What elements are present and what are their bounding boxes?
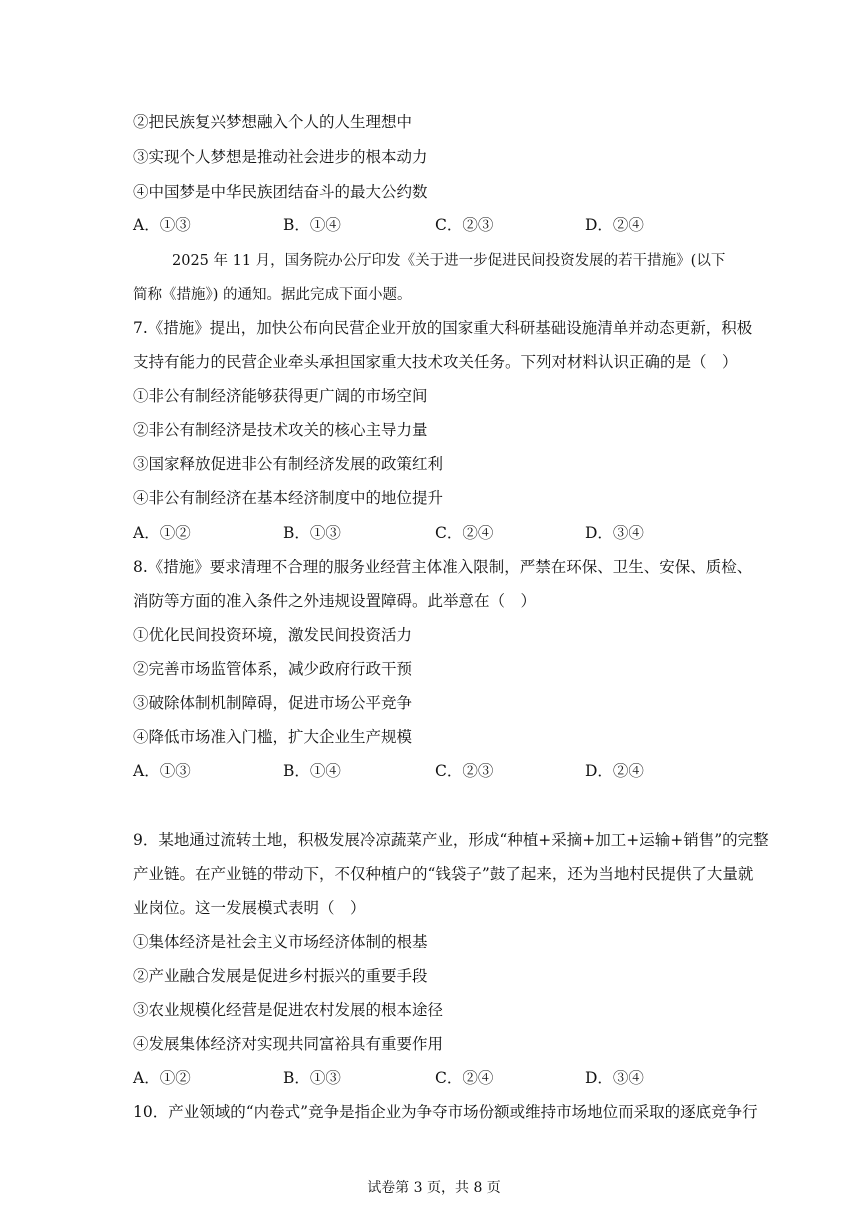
q9-option-c: C．②④ [435, 1069, 494, 1087]
q7-stem-line2: 支持有能力的民营企业牵头承担国家重大技术攻关任务。下列对材料认识正确的是（ ） [133, 353, 738, 371]
q9-options [133, 1068, 693, 1088]
q9-statement-3: ③农业规模化经营是促进农村发展的根本途径 [133, 1001, 444, 1019]
q7-stem-line1: 7.《措施》提出，加快公布向民营企业开放的国家重大科研基础设施清单并动态更新，积极 [133, 319, 753, 337]
option-c: C．②③ [435, 216, 494, 234]
q7-option-c: C．②④ [435, 524, 494, 542]
q8-stem-line2: 消防等方面的准入条件之外违规设置障碍。此举意在（ ） [133, 592, 537, 610]
q7-options [133, 523, 693, 543]
q7-statement-1: ①非公有制经济能够获得更广阔的市场空间 [133, 387, 428, 405]
q7-statement-3: ③国家释放促进非公有制经济发展的政策红利 [133, 455, 444, 473]
q7-option-a: A．①② [133, 524, 191, 542]
q8-statement-3: ③破除体制机制障碍，促进市场公平竞争 [133, 694, 413, 712]
q9-option-b: B．①③ [283, 1069, 341, 1087]
q7-option-b: B．①③ [283, 524, 341, 542]
q10-stem-line1: 10．产业领域的“内卷式”竞争是指企业为争夺市场份额或维持市场地位而采取的逐底竞争行 [133, 1103, 758, 1121]
page-footer: 试卷第 3 页，共 8 页 [367, 1180, 501, 1196]
option-d: D．②④ [585, 216, 644, 234]
statement-4: ④中国梦是中华民族团结奋斗的最大公约数 [133, 183, 428, 201]
q9-stem-line3: 业岗位。这一发展模式表明（ ） [133, 899, 366, 917]
material-intro-line1: 2025 年 11 月，国务院办公厅印发《关于进一步促进民间投资发展的若干措施》(以下 [172, 253, 726, 269]
q7-option-d: D．③④ [585, 524, 644, 542]
q8-option-b: B．①④ [283, 762, 341, 780]
q8-statement-1: ①优化民间投资环境，激发民间投资活力 [133, 626, 413, 644]
q8-statement-4: ④降低市场准入门槛，扩大企业生产规模 [133, 728, 413, 746]
q8-option-d: D．②④ [585, 762, 644, 780]
q7-statement-4: ④非公有制经济在基本经济制度中的地位提升 [133, 489, 444, 507]
q9-option-d: D．③④ [585, 1069, 644, 1087]
q7-statement-2: ②非公有制经济是技术攻关的核心主导力量 [133, 421, 428, 439]
q8-options [133, 761, 693, 781]
q8-option-a: A．①③ [133, 762, 191, 780]
q8-stem-line1: 8.《措施》要求清理不合理的服务业经营主体准入限制，严禁在环保、卫生、安保、质检、 [133, 558, 753, 576]
option-a: A．①③ [133, 216, 191, 234]
q8-statement-2: ②完善市场监管体系，减少政府行政干预 [133, 660, 413, 678]
statement-2: ②把民族复兴梦想融入个人的人生理想中 [133, 113, 413, 131]
option-b: B．①④ [283, 216, 341, 234]
statement-3: ③实现个人梦想是推动社会进步的根本动力 [133, 148, 428, 166]
q9-statement-1: ①集体经济是社会主义市场经济体制的根基 [133, 933, 428, 951]
q9-stem-line2: 产业链。在产业链的带动下，不仅种植户的“钱袋子”鼓了起来，还为当地村民提供了大量就 [133, 865, 754, 883]
material-intro-line2: 简称《措施》) 的通知。据此完成下面小题。 [133, 287, 412, 303]
q9-statement-4: ④发展集体经济对实现共同富裕具有重要作用 [133, 1035, 444, 1053]
q9-option-a: A．①② [133, 1069, 191, 1087]
answer-options [133, 215, 693, 235]
q8-option-c: C．②③ [435, 762, 494, 780]
q9-statement-2: ②产业融合发展是促进乡村振兴的重要手段 [133, 967, 428, 985]
q9-stem-line1: 9．某地通过流转土地，积极发展冷凉蔬菜产业，形成“种植+采摘+加工+运输+销售”的完整 [133, 831, 769, 849]
